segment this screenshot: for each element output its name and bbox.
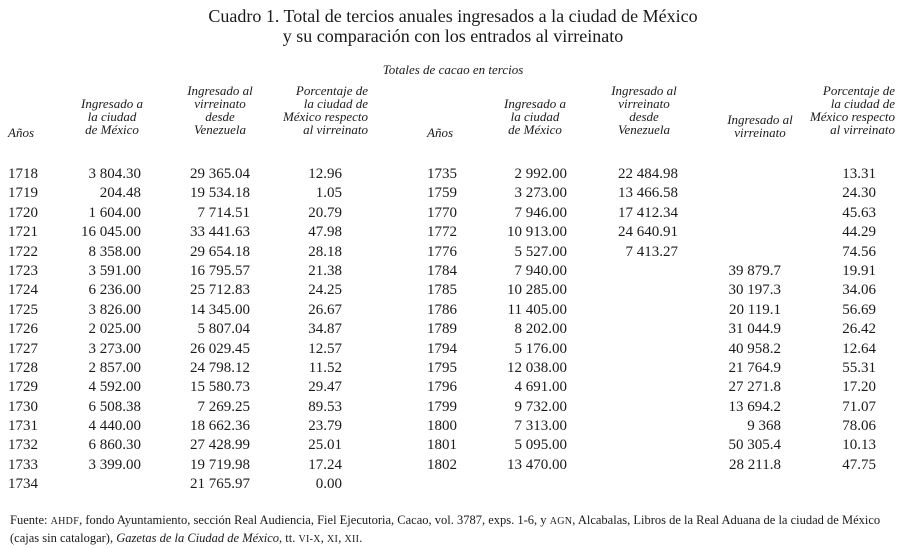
left-percent: 26.67 (308, 301, 342, 318)
gazetas-title: Gazetas de la Ciudad de México (116, 531, 280, 545)
left-city: 1 604.00 (88, 204, 141, 221)
table-row (0, 398, 906, 417)
table-row (0, 378, 906, 397)
right-city: 4 691.00 (514, 379, 567, 396)
left-year: 1728 (8, 359, 38, 376)
left-city: 3 273.00 (88, 340, 141, 357)
left-venezuela: 7 714.51 (197, 204, 250, 221)
right-header-year: Años (427, 125, 453, 140)
right-city: 12 038.00 (507, 359, 567, 376)
right-percent: 56.69 (842, 301, 876, 318)
left-venezuela: 29 365.04 (190, 166, 250, 182)
left-venezuela: 27 428.99 (190, 437, 250, 454)
left-year: 1720 (8, 204, 38, 221)
table-body (0, 165, 906, 495)
right-year: 1770 (427, 204, 457, 221)
ahdf-abbrev: AHDF (50, 516, 80, 527)
left-year: 1730 (8, 398, 38, 415)
left-venezuela: 26 029.45 (190, 340, 250, 357)
right-city: 5 176.00 (514, 340, 567, 357)
left-percent: 12.96 (308, 166, 342, 182)
left-venezuela: 5 807.04 (197, 321, 250, 338)
left-percent: 28.18 (308, 243, 342, 260)
right-city: 2 992.00 (514, 166, 567, 182)
right-city: 5 095.00 (514, 437, 567, 454)
left-year: 1721 (8, 224, 38, 241)
left-city: 2 025.00 (88, 321, 141, 338)
right-percent: 26.42 (842, 321, 876, 338)
right-city: 5 527.00 (514, 243, 567, 260)
right-percent: 24.30 (842, 185, 876, 202)
table-row (0, 243, 906, 262)
table-row (0, 456, 906, 475)
right-percent: 10.13 (842, 437, 876, 454)
left-city: 6 508.38 (88, 398, 141, 415)
right-year: 1784 (427, 262, 457, 279)
right-city: 7 940.00 (514, 262, 567, 279)
left-venezuela: 18 662.36 (190, 418, 250, 435)
left-header-percent: Porcentaje de la ciudad de México respecto al virreinato (282, 83, 368, 137)
left-year: 1725 (8, 301, 38, 318)
table-title-line2: y su comparación con los entrados al virreinato (282, 26, 624, 46)
left-percent: 11.52 (308, 359, 342, 376)
left-city: 2 857.00 (88, 359, 141, 376)
table-row (0, 184, 906, 203)
right-year: 1800 (427, 418, 457, 435)
left-city: 3 826.00 (88, 301, 141, 318)
table-row (0, 320, 906, 339)
right-venezuela: 7 413.27 (625, 243, 678, 260)
left-percent: 20.79 (308, 204, 342, 221)
left-venezuela: 19 534.18 (190, 185, 250, 202)
right-viceroyalty: 50 305.4 (728, 437, 781, 454)
left-percent: 1.05 (315, 185, 342, 202)
left-percent: 24.25 (308, 282, 342, 299)
right-venezuela: 22 484.98 (618, 166, 678, 182)
table-title-line1: Cuadro 1. Total de tercios anuales ingresados a la ciudad de México (208, 6, 698, 26)
left-year: 1729 (8, 379, 38, 396)
left-year: 1724 (8, 282, 38, 299)
left-header-year: Años (8, 125, 34, 140)
right-city: 10 913.00 (507, 224, 567, 241)
table-row (0, 262, 906, 281)
right-year: 1772 (427, 224, 457, 241)
right-viceroyalty: 40 958.2 (728, 340, 781, 357)
right-percent: 47.75 (842, 456, 876, 473)
left-percent: 29.47 (308, 379, 342, 396)
table-row (0, 204, 906, 223)
left-city: 3 399.00 (88, 456, 141, 473)
right-viceroyalty: 27 271.8 (728, 379, 781, 396)
left-venezuela: 29 654.18 (190, 243, 250, 260)
right-header-percent: Porcentaje de la ciudad de México respecto al virreinato (809, 83, 895, 137)
table-row (0, 436, 906, 455)
table-row (0, 340, 906, 359)
left-percent: 12.57 (308, 340, 342, 357)
left-percent: 23.79 (308, 418, 342, 435)
table-row (0, 359, 906, 378)
agn-abbrev: AGN (549, 516, 573, 527)
right-city: 7 313.00 (514, 418, 567, 435)
left-year: 1727 (8, 340, 38, 357)
left-city: 4 440.00 (88, 418, 141, 435)
right-percent: 74.56 (842, 243, 876, 260)
left-year: 1719 (8, 185, 38, 202)
right-year: 1799 (427, 398, 457, 415)
left-city: 3 804.30 (88, 166, 141, 182)
right-city: 10 285.00 (507, 282, 567, 299)
right-percent: 19.91 (842, 262, 876, 279)
right-viceroyalty: 21 764.9 (728, 359, 781, 376)
left-city: 4 592.00 (88, 379, 141, 396)
right-venezuela: 13 466.58 (618, 185, 678, 202)
right-percent: 34.06 (842, 282, 876, 299)
table-subtitle: Totales de cacao en tercios (382, 62, 524, 77)
right-year: 1776 (427, 243, 457, 260)
left-venezuela: 24 798.12 (190, 359, 250, 376)
right-percent: 55.31 (842, 359, 876, 376)
left-city: 204.48 (99, 185, 141, 202)
right-year: 1735 (427, 166, 457, 182)
table-row (0, 417, 906, 436)
right-percent: 45.63 (842, 204, 876, 221)
left-percent: 47.98 (308, 224, 342, 241)
right-year: 1794 (427, 340, 457, 357)
left-year: 1733 (8, 456, 38, 473)
left-percent: 21.38 (308, 262, 342, 279)
table-row (0, 281, 906, 300)
right-percent: 13.31 (842, 166, 876, 182)
left-year: 1718 (8, 166, 38, 182)
right-viceroyalty: 28 211.8 (729, 456, 781, 473)
left-header-venezuela: Ingresado al virreinato desde Venezuela (187, 83, 253, 137)
right-year: 1789 (427, 321, 457, 338)
left-venezuela: 14 345.00 (190, 301, 250, 318)
left-year: 1731 (8, 418, 38, 435)
right-viceroyalty: 39 879.7 (728, 262, 781, 279)
right-city: 7 946.00 (514, 204, 567, 221)
left-year: 1732 (8, 437, 38, 454)
right-viceroyalty: 20 119.1 (729, 301, 781, 318)
left-city: 3 591.00 (88, 262, 141, 279)
left-year: 1734 (8, 476, 38, 493)
left-city: 8 358.00 (88, 243, 141, 260)
right-percent: 44.29 (842, 224, 876, 241)
left-venezuela: 21 765.97 (190, 476, 250, 493)
left-year: 1722 (8, 243, 38, 260)
right-city: 11 405.00 (507, 301, 567, 318)
left-venezuela: 15 580.73 (190, 379, 250, 396)
right-city: 8 202.00 (514, 321, 567, 338)
right-viceroyalty: 30 197.3 (728, 282, 781, 299)
right-year: 1795 (427, 359, 457, 376)
left-city: 16 045.00 (81, 224, 141, 241)
right-city: 9 732.00 (514, 398, 567, 415)
table-row (0, 301, 906, 320)
left-venezuela: 19 719.98 (190, 456, 250, 473)
left-percent: 89.53 (308, 398, 342, 415)
left-venezuela: 25 712.83 (190, 282, 250, 299)
source-footnote: Fuente: AHDF, fondo Ayuntamiento, sección Real Audiencia, Fiel Ejecutoria, Cacao, vol. 3787, exps. 1-6, y AGN, Alcabalas, Libros de la Real Aduana de la ciudad de México (cajas sin catalogar), Gazetas de la Ciudad de México, tt. VI-X, XI, XII. (10, 513, 881, 545)
left-header-city: Ingresado a la ciudad de México (81, 96, 143, 137)
left-year: 1723 (8, 262, 38, 279)
left-venezuela: 16 795.57 (190, 262, 250, 279)
left-percent: 0.00 (315, 476, 342, 493)
right-year: 1796 (427, 379, 457, 396)
left-percent: 17.24 (308, 456, 342, 473)
right-viceroyalty: 31 044.9 (728, 321, 781, 338)
right-year: 1801 (427, 437, 457, 454)
right-city: 13 470.00 (507, 456, 567, 473)
right-percent: 78.06 (842, 418, 876, 435)
right-header-viceroyalty: Ingresado al virreinato (727, 112, 793, 140)
right-percent: 17.20 (842, 379, 876, 396)
right-venezuela: 17 412.34 (618, 204, 678, 221)
left-venezuela: 33 441.63 (190, 224, 250, 241)
right-venezuela: 24 640.91 (618, 224, 678, 241)
right-year: 1802 (427, 456, 457, 473)
table-row (0, 165, 906, 184)
right-header-venezuela: Ingresado al virreinato desde Venezuela (611, 83, 677, 137)
right-year: 1785 (427, 282, 457, 299)
right-year: 1786 (427, 301, 457, 318)
left-percent: 25.01 (308, 437, 342, 454)
right-viceroyalty: 9 368 (747, 418, 781, 435)
table-row (0, 223, 906, 242)
left-percent: 34.87 (308, 321, 342, 338)
right-city: 3 273.00 (514, 185, 567, 202)
left-city: 6 236.00 (88, 282, 141, 299)
left-venezuela: 7 269.25 (197, 398, 250, 415)
left-city: 6 860.30 (88, 437, 141, 454)
right-header-city: Ingresado a la ciudad de México (504, 96, 566, 137)
left-year: 1726 (8, 321, 38, 338)
right-percent: 12.64 (842, 340, 876, 357)
right-year: 1759 (427, 185, 457, 202)
right-percent: 71.07 (842, 398, 876, 415)
right-viceroyalty: 13 694.2 (728, 398, 781, 415)
table-row (0, 475, 906, 494)
